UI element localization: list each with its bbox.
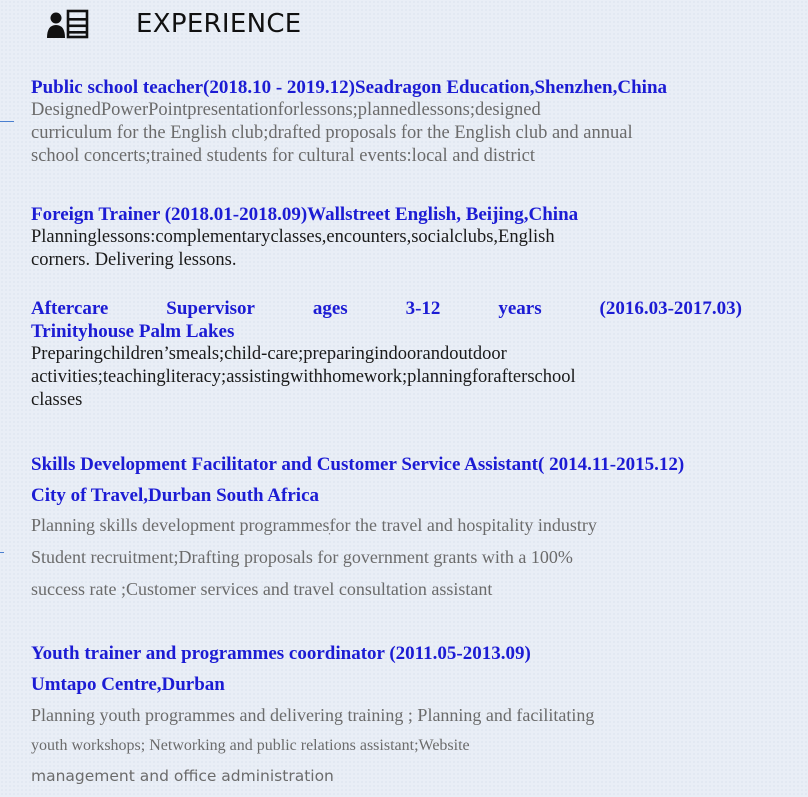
- description-line: Planning youth programmes and delivering training ; Planning and facilitating: [31, 705, 595, 725]
- description-line: DesignedPowerPointpresentationforlessons;plannedlessons;designed: [31, 100, 541, 120]
- description-line: success rate ;Customer services and travel consultation assistant: [31, 579, 493, 599]
- description-line: school concerts;trained students for cultural events:local and district: [31, 146, 535, 166]
- description-line: curriculum for the English club;drafted proposals for the English club and annual: [31, 123, 633, 143]
- description-line: activities;teachingliteracy;assistingwithhomework;planningforafterschool: [31, 367, 576, 387]
- experience-entry: [31, 297, 742, 412]
- entry-title: Youth trainer and programmes coordinator (2011.05-2013.09): [31, 643, 531, 664]
- description-line: Planning skills development programmesׅfor the travel and hospitality industry: [31, 515, 597, 535]
- entry-title: Public school teacher(2018.10 - 2019.12)Seadragon Education,Shenzhen,China: [31, 77, 668, 98]
- experience-entry: [31, 76, 742, 168]
- entry-subtitle: Trinityhouse Palm Lakes: [31, 321, 235, 342]
- entry-title: Aftercare Supervisor ages 3-12 years (2016.03-2017.03): [31, 298, 742, 319]
- entry-subtitle: Umtapo Centre,Durban: [31, 674, 225, 695]
- entry-description: [31, 99, 742, 168]
- margin-tick: [0, 552, 4, 553]
- description-line: Planninglessons:complementaryclasses,encounters,socialclubs,English: [31, 227, 555, 247]
- section-title: EXPERIENCE: [136, 9, 302, 39]
- description-line: youth workshops; Networking and public relations assistant;Website: [31, 737, 470, 754]
- description-line: management and office administration: [31, 767, 334, 785]
- description-line: Student recruitment;Drafting proposals for government grants with a 100%: [31, 547, 573, 567]
- description-line: Preparingchildren’smeals;child-care;preparingindoorandoutdoor: [31, 344, 507, 364]
- entry-title: Foreign Trainer (2018.01-2018.09)Wallstreet English, Beijing,China: [31, 204, 579, 225]
- experience-entry: [31, 642, 742, 696]
- entry-subtitle: City of Travel,Durban South Africa: [31, 485, 319, 506]
- entry-title: Skills Development Facilitator and Customer Service Assistant( 2014.11-2015.12): [31, 454, 685, 475]
- margin-tick: [0, 121, 14, 122]
- experience-entry: [31, 453, 742, 507]
- experience-entry: [31, 203, 742, 272]
- section-header: [46, 4, 302, 44]
- entry-description: [31, 343, 742, 412]
- description-line: classes: [31, 390, 83, 410]
- entry-description: [31, 226, 742, 272]
- profile-list-icon: [46, 9, 90, 39]
- description-line: corners. Delivering lessons.: [31, 250, 237, 270]
